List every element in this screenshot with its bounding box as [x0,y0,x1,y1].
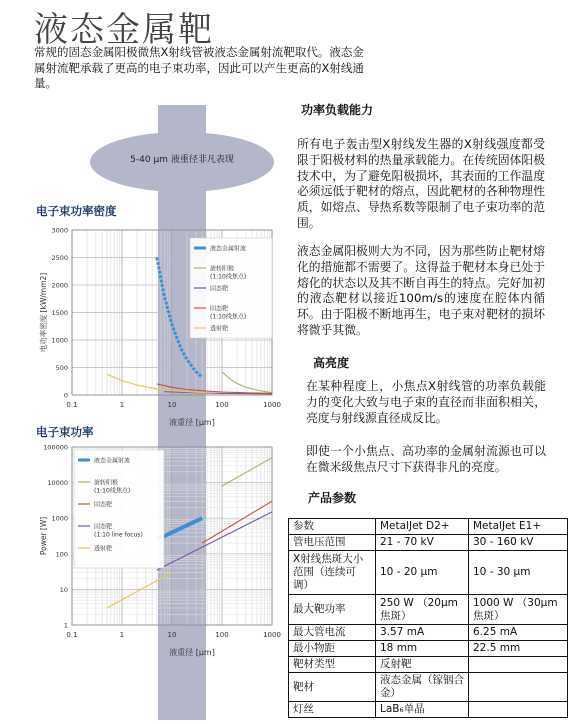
y-tick-label: 2000 [51,281,68,290]
power-load-heading: 功率负载能力 [301,103,374,117]
legend-label: 固态靶 [94,501,113,509]
y-tick-label: 3000 [51,226,68,235]
specs-cell [469,702,568,718]
specs-cell: LaB₆单晶 [376,702,469,718]
x-tick-label: 100 [215,631,229,639]
x-tick-label: 100 [215,401,229,409]
intro-paragraph: 常规的固态金属阳极微焦X射线管被液态金属射流靶取代。液态金属射流靶承载了更高的电子束功率，因此可以产生更高的X射线通量。 [34,45,364,90]
x-tick-label: 10 [167,401,177,409]
specs-cell: 灯丝 [289,702,376,718]
page-title: 液态金属靶 [34,10,214,50]
legend-label-line: (1:10线焦点) [210,273,247,281]
legend-label: 液态金属射流 [210,245,247,253]
specs-cell: 管电压范围 [289,535,376,551]
x-axis-label: 液重径 [µm] [169,648,215,657]
specs-cell: 250 W （20µm焦斑） [376,595,469,625]
brightness-paragraph-2: 即使一个小焦点、高功率的金属射流源也可以在微米级焦点尺寸下获得非凡的亮度。 [306,444,546,474]
specs-cell: X射线焦斑大小范围（连续可调） [289,551,376,595]
brightness-heading: 高亮度 [313,356,350,370]
specs-cell [469,673,568,702]
specs-table [288,518,568,718]
y-axis-label: Power [W] [39,516,48,556]
y-tick-label: 100 [55,550,68,559]
specs-cell: 3.57 mA [376,625,469,641]
chart2-title: 电子束功率 [36,425,94,439]
specs-cell: 最大靶功率 [289,595,376,625]
specs-cell: 18 mm [376,641,469,657]
specs-cell: 最小物距 [289,641,376,657]
series-line [107,572,172,608]
specs-cell: 靶材 [289,673,376,702]
specs-cell: 22.5 mm [469,641,568,657]
y-tick-label: 500 [55,364,68,372]
x-tick-label: 1000 [263,401,281,409]
legend-box [74,450,164,568]
y-tick-label: 0 [63,391,68,400]
specs-row [289,625,568,641]
specs-cell: 1000 W （30µm焦斑） [469,595,568,625]
y-tick-label: 100000 [43,443,68,452]
x-tick-label: 1 [119,631,125,639]
specs-row [289,673,568,702]
y-tick-label: 2500 [51,254,68,262]
specs-cell: 液态金属（镓铟合金） [376,673,469,702]
specs-cell: 10 - 30 µm [469,551,568,595]
specs-cell: MetalJet E1+ [469,519,568,535]
specs-row [289,535,568,551]
specs-cell: 反射靶 [376,657,469,673]
legend-label-line: 固态靶 [94,523,113,531]
beam-label: 5-40 µm 液重径非凡表现 [130,155,234,165]
specs-row [289,702,568,718]
specs-cell [469,657,568,673]
specs-cell: 参数 [289,519,376,535]
brightness-paragraph-1: 在某种程度上，小焦点X射线管的功率负载能力的变化大致与电子束的直径而非面积相关，亮度与射线源直径成反比。 [306,379,546,425]
legend-label: 透射靶 [94,545,113,553]
specs-cell: 靶材类型 [289,657,376,673]
legend-label-line: 旋转阳极 [94,479,119,487]
legend-label-line: (1:10 line focus) [94,531,143,539]
y-tick-label: 10000 [47,479,68,488]
x-tick-label: 10 [167,631,177,639]
x-tick-label: 0.1 [66,401,78,409]
specs-heading: 产品参数 [308,491,357,505]
y-tick-label: 1000 [51,514,68,523]
specs-cell: 最大管电流 [289,625,376,641]
legend-label-line: (1:10线焦点) [210,313,247,321]
legend-label: 液态金属射流 [94,457,131,465]
legend-label: 透射靶 [210,325,229,333]
specs-cell: 6.25 mA [469,625,568,641]
legend-label-line: 固态靶 [210,305,229,313]
power-load-paragraph-2: 液态金属阳极则大为不同，因为那些防止靶材熔化的措施都不需要了。这得益于靶材本身已处于熔化的状态以及其不断自再生的特点。完好加初的液态靶材以接近100m/s的速度在腔体内循环。由于阳极不断地再生，电子束对靶材的损坏将微乎其微。 [297,244,545,337]
power-load-paragraph-1: 所有电子轰击型X射线发生器的X射线强度都受限于阳极材料的热量承载能力。在传统固体阳极技术中，为了避免阳极损坏，其表面的工作温度必须远低于靶材的熔点，因此靶材的各种物理性质，如熔点、导热系数等限制了电子束功率的范围。 [297,137,545,230]
specs-header-row [289,519,568,535]
chart1-title: 电子束功率密度 [36,204,117,218]
x-tick-label: 0.1 [66,631,78,639]
legend-label-line: 旋转阳极 [210,265,235,273]
specs-row [289,595,568,625]
legend-label-line: (1:10线焦点) [94,487,131,495]
y-axis-label: 电功率密度 [kW/mm2] [39,272,48,353]
y-tick-label: 1000 [51,336,68,345]
y-tick-label: 1500 [51,309,68,317]
y-tick-label: 10 [59,585,68,594]
specs-cell: 30 - 160 kV [469,535,568,551]
specs-cell: 21 - 70 kV [376,535,469,551]
specs-row [289,657,568,673]
specs-cell: MetalJet D2+ [376,519,469,535]
legend-label: 固态靶 [210,285,229,293]
y-tick-label: 1 [63,621,68,630]
specs-row [289,551,568,595]
chart-legend [74,450,164,568]
specs-row [289,641,568,657]
x-tick-label: 1000 [263,631,281,639]
x-tick-label: 1 [119,401,125,409]
specs-cell: 10 - 20 µm [376,551,469,595]
x-axis-label: 液重径 [µm] [169,418,215,427]
